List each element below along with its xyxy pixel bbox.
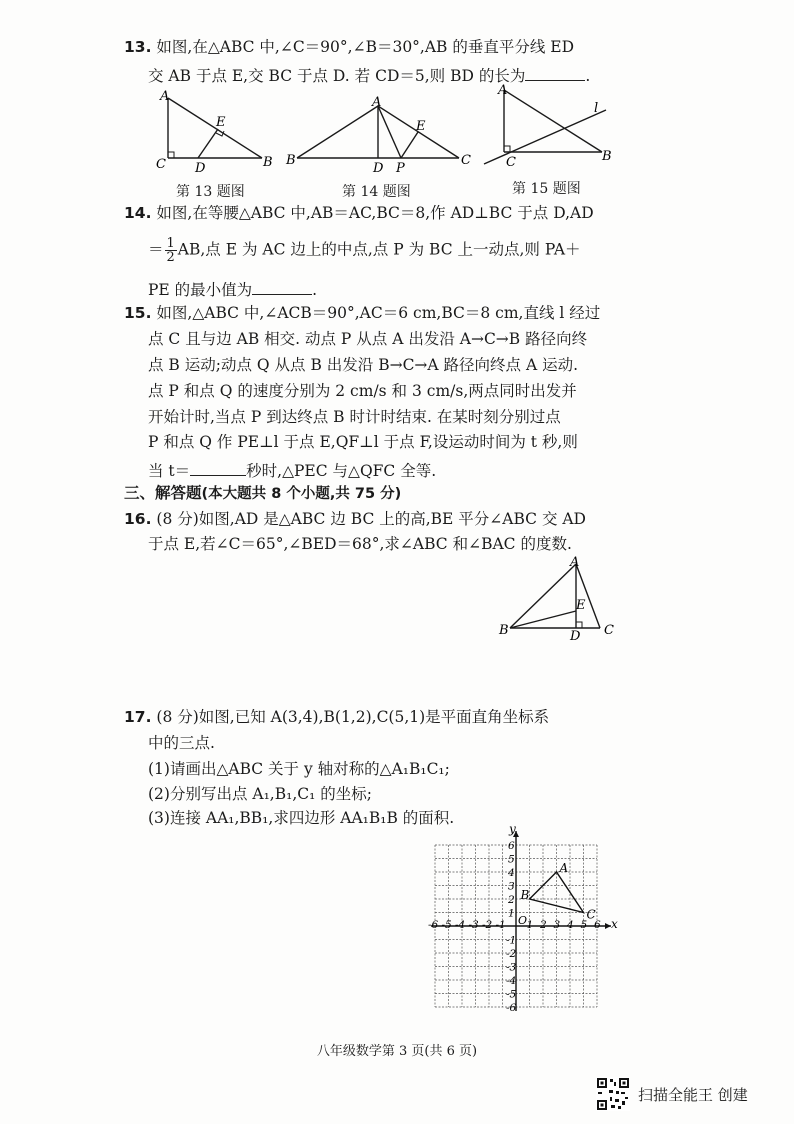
q14-line1	[124, 206, 594, 222]
fig14-label-c: C	[461, 153, 471, 168]
fig14-segment-pe	[401, 132, 418, 158]
q16-text-1: (8 分)如图,AD 是△ABC 边 BC 上的高,BE 平分∠ABC 交 AD	[156, 510, 586, 528]
section3-note: (本大题共 8 个小题,共 75 分)	[201, 486, 402, 502]
x-tick-label: 2	[540, 919, 547, 931]
q14-text-2a: ＝	[148, 240, 164, 259]
fig15-line-l	[484, 110, 606, 164]
fig13-label-c: C	[156, 157, 166, 172]
y-tick-label: 3	[508, 880, 515, 893]
q15-text-7a: 当 t＝	[148, 462, 191, 480]
fig15-label-c: C	[506, 155, 516, 170]
page-footer: 八年级数学第 3 页(共 6 页)	[316, 1044, 478, 1059]
x-tick-label: -5	[441, 919, 452, 931]
q13-line2: 交 AB 于点 E,交 BC 于点 D. 若 CD＝5,则 BD 的长为 .	[148, 67, 591, 85]
x-tick-label: 1	[526, 919, 534, 931]
q14-answer-blank	[252, 280, 312, 295]
fig13-label-d: D	[195, 161, 206, 176]
fig15-right-angle-c	[504, 146, 510, 152]
qr-code-icon	[596, 1077, 630, 1111]
q15-number: 15.	[124, 304, 152, 322]
point-label-b: B	[520, 888, 530, 902]
q15-text-7b: 秒时,△PEC 与△QFC 全等.	[246, 462, 437, 480]
q17-line2: 中的三点.	[148, 734, 215, 752]
q16-line1	[124, 512, 586, 528]
x-tick-label: -6	[428, 919, 439, 931]
q16-number: 16.	[124, 510, 152, 528]
x-tick-label: 4	[567, 919, 574, 931]
q16-line2: 于点 E,若∠C＝65°,∠BED＝68°,求∠ABC 和∠BAC 的度数.	[148, 535, 572, 553]
fig14-label-p: P	[396, 161, 405, 176]
fig13-segment-de	[198, 129, 218, 158]
q13-line1	[124, 40, 574, 56]
y-tick-label: -6	[506, 1002, 517, 1014]
fig14-label-d: D	[373, 161, 384, 176]
fig16-label-d: D	[570, 629, 581, 644]
fig16-side-ac	[576, 564, 600, 628]
q15-line2: 点 C 且与边 AB 相交. 动点 P 从点 A 出发沿 A→C→B 路径向终	[148, 330, 588, 348]
q17-number: 17.	[124, 708, 152, 726]
q15-line7	[148, 461, 436, 480]
coordinate-grid	[425, 822, 625, 1014]
y-tick-label: -4	[506, 975, 517, 987]
figure-15	[482, 82, 622, 178]
x-tick-label: -4	[455, 919, 466, 931]
fig16-label-c: C	[604, 623, 614, 638]
q14-frac-den: 2	[166, 250, 175, 265]
fig14-label-a: A	[372, 95, 382, 110]
grid-y-axis-label: y	[509, 822, 516, 836]
section3-title: 三、解答题	[124, 484, 202, 502]
x-tick-label: 3	[553, 919, 561, 931]
fig13-right-angle-c	[168, 152, 174, 158]
q15-line5: 开始计时,当点 P 到达终点 B 时计时结束. 在某时刻分别过点	[148, 408, 561, 426]
fig15-label-b: B	[602, 149, 612, 164]
q15-answer-blank	[190, 461, 246, 476]
q14-line2	[148, 237, 581, 264]
q13-text-1: 如图,在△ABC 中,∠C＝90°,∠B＝30°,AB 的垂直平分线 ED	[156, 38, 575, 56]
q17-sub1: (1)请画出△ABC 关于 y 轴对称的△A₁B₁C₁;	[148, 760, 450, 778]
fig14-label-b: B	[286, 153, 296, 168]
q17-sub2: (2)分别写出点 A₁,B₁,C₁ 的坐标;	[148, 785, 372, 803]
q13-answer-blank	[525, 66, 585, 81]
fig14-label-e: E	[416, 119, 426, 134]
q14-fraction	[165, 237, 177, 264]
figure-13	[150, 88, 280, 178]
q15-line4: 点 P 和点 Q 的速度分别为 2 cm/s 和 3 cm/s,两点同时出发并	[148, 382, 577, 400]
fig13-label-a: A	[160, 89, 170, 104]
q15-line6: P 和点 Q 作 PE⊥l 于点 E,QF⊥l 于点 F,设运动时间为 t 秒,则	[148, 433, 578, 451]
y-tick-label: 5	[508, 853, 515, 866]
scanner-watermark	[596, 1077, 748, 1111]
fig16-right-angle-d	[576, 622, 582, 628]
q14-line3: PE 的最小值为 .	[148, 281, 318, 299]
q15-text-1: 如图,△ABC 中,∠ACB＝90°,AC＝6 cm,BC＝8 cm,直线 l 经过	[156, 304, 601, 322]
grid-y-ticks	[506, 840, 517, 1014]
x-tick-label: -3	[468, 919, 479, 931]
grid-x-axis-label: x	[611, 917, 618, 931]
caption-fig13: 第 13 题图	[176, 184, 245, 200]
grid-x-ticks	[428, 919, 601, 931]
grid-origin-label: O	[518, 914, 528, 927]
q14-text-2b: AB,点 E 为 AC 边上的中点,点 P 为 BC 上一动点,则 PA＋	[177, 240, 581, 259]
y-tick-label: 1	[508, 907, 515, 920]
fig13-label-e: E	[216, 115, 226, 130]
x-tick-label: -2	[482, 919, 493, 931]
q15-line1	[124, 306, 600, 322]
q14-frac-num: 1	[166, 236, 175, 251]
caption-fig15: 第 15 题图	[512, 181, 581, 197]
y-tick-label: 6	[508, 840, 515, 852]
q14-number: 14.	[124, 204, 152, 222]
y-tick-label: -2	[506, 948, 517, 960]
fig15-label-l: l	[594, 101, 599, 116]
q17-text-1: (8 分)如图,已知 A(3,4),B(1,2),C(5,1)是平面直角坐标系	[156, 708, 550, 726]
q14-text-1: 如图,在等腰△ABC 中,AB＝AC,BC＝8,作 AD⊥BC 于点 D,AD	[156, 204, 594, 222]
y-tick-label: 2	[508, 894, 515, 906]
figure-16	[496, 556, 622, 642]
fig16-label-b: B	[499, 623, 509, 638]
y-tick-label: -1	[506, 934, 517, 947]
y-tick-label: -5	[506, 988, 517, 1001]
y-tick-label: -3	[506, 961, 517, 974]
q15-line3: 点 B 运动;动点 Q 从点 B 出发沿 B→C→A 路径向终点 A 运动.	[148, 356, 579, 374]
q13-number: 13.	[124, 38, 152, 56]
x-tick-label: 5	[580, 919, 588, 931]
fig16-label-e: E	[576, 598, 586, 613]
x-tick-label: -1	[495, 919, 506, 931]
fig13-label-b: B	[263, 155, 273, 170]
fig15-label-a: A	[498, 83, 508, 98]
point-label-c: C	[586, 907, 596, 922]
caption-fig14: 第 14 题图	[342, 184, 411, 200]
fig16-label-a: A	[570, 555, 580, 570]
scanner-text: 扫描全能王 创建	[638, 1085, 748, 1104]
q17-sub3: (3)连接 AA₁,BB₁,求四边形 AA₁B₁B 的面积.	[148, 809, 455, 827]
figure-14	[283, 92, 483, 178]
q14-text-3: PE 的最小值为	[148, 281, 253, 299]
fig15-side-ab	[504, 90, 602, 152]
fig14-side-ab	[297, 106, 378, 158]
x-tick-label: 6	[594, 919, 601, 931]
fig16-segment-be	[510, 611, 576, 628]
fig16-side-ab	[510, 564, 576, 628]
point-label-a: A	[559, 861, 569, 875]
q17-line1	[124, 710, 549, 726]
fig13-side-ab	[168, 98, 262, 158]
y-tick-label: 4	[508, 867, 515, 879]
q13-text-2: 交 AB 于点 E,交 BC 于点 D. 若 CD＝5,则 BD 的长为	[148, 67, 526, 85]
section3-heading	[124, 486, 401, 502]
